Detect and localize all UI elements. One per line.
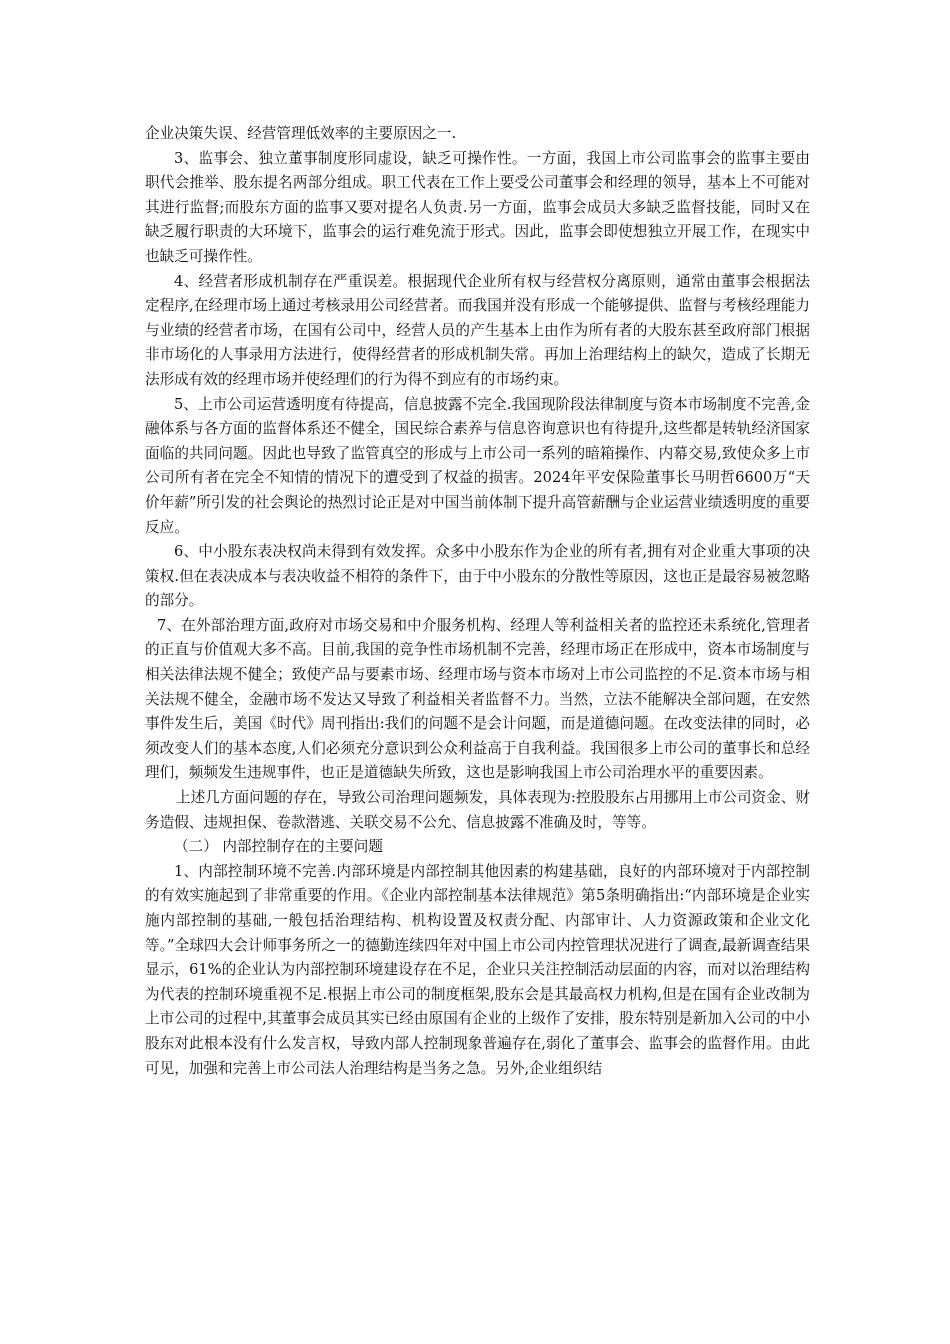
paragraph-summary: 上述几方面问题的存在，导致公司治理问题频发，具体表现为:控股股东占用挪用上市公司资金、财务造假、违规担保、卷款潜逃、关联交易不公允、信息披露不准确及时，等等。 <box>145 789 810 831</box>
paragraph-continuation: 企业决策失误、经营管理低效率的主要原因之一. <box>145 125 457 142</box>
section-heading: （二） 内部控制存在的主要问题 <box>174 838 383 856</box>
paragraph-internal-control-1: 1、内部控制环境不完善.内部环境是内部控制其他因素的构建基础，良好的内部环境对于内部控制的有效实施起到了非常重要的作用。《企业内部控制基本法律规范》第5条明确指出:“内部环境是企业实施内部控制的基础,一般包括治理结构、机构设置及权责分配、内部审计、人力资源政策和企业文化等。”全球四大会计师事务所之一的德勤连续四年对中国上市公司内控管理状况进行了调查,最新调查结果显示，61%的企业认为内部控制环境建设存在不足，企业只关注控制活动层面的内容，而对以治理结构为代表的控制环境重视不足.根据上市公司的制度框架,股东会是其最高权力机构,但是在国有企业改制为上市公司的过程中,其董事会成员其实已经由原国有企业的上级作了安排，股东特别是新加入公司的中小股东对此根本没有什么发言权，导致内部人控制现象普遍存在,弱化了董事会、监事会的监督作用。由此可见，加强和完善上市公司法人治理结构是当务之急。另外,企业组织结 <box>145 862 810 1077</box>
paragraph-item-3: 3、监事会、独立董事制度形同虚设，缺乏可操作性。一方面，我国上市公司监事会的监事主要由职代会推举、股东提名两部分组成。职工代表在工作上要受公司董事会和经理的领导，基本上不可能对其进行监督;而股东方面的监事又要对提名人负责.另一方面，监事会成员大多缺乏监督技能，同时又在缺乏履行职责的大环境下，监事会的运行难免流于形式。因此，监事会即使想独立开展工作，在现实中也缺乏可操作性。 <box>145 149 810 265</box>
paragraph-item-4: 4、经营者形成机制存在严重误差。根据现代企业所有权与经营权分离原则，通常由董事会根据法定程序,在经理市场上通过考核录用公司经营者。而我国并没有形成一个能够提供、监督与考核经理能力与业绩的经营者市场，在国有公司中，经营人员的产生基本上由作为所有者的大股东甚至政府部门根据非市场化的人事录用方法进行，使得经营者的形成机制失常。再加上治理结构上的缺欠，造成了长期无法形成有效的经理市场并使经理们的行为得不到应有的市场约束。 <box>145 272 810 388</box>
paragraph-item-6: 6、中小股东表决权尚未得到有效发挥。众多中小股东作为企业的所有者,拥有对企业重大事项的决策权.但在表决成本与表决收益不相符的条件下，由于中小股东的分散性等原因，这也正是最容易被忽略的部分。 <box>145 543 810 610</box>
paragraph-item-7: 7、在外部治理方面,政府对市场交易和中介服务机构、经理人等利益相关者的监控还未系统化,管理者的正直与价值观大多不高。目前,我国的竞争性市场机制不完善，经理市场正在形成中，资本市场制度与相关法律法规不健全；致使产品与要素市场、经理市场与资本市场对上市公司监控的不足.资本市场与相关法规不健全，金融市场不发达又导致了利益相关者监督不力。当然，立法不能解决全部问题，在安然事件发生后，美国《时代》周刊指出:我们的问题不是会计问题，而是道德问题。在改变法律的同时，必须改变人们的基本态度,人们必须充分意识到公众利益高于自我利益。我国很多上市公司的董事长和总经理们，频频发生违规事件，也正是道德缺失所致，这也是影响我国上市公司治理水平的重要因素。 <box>145 616 810 782</box>
document-body <box>145 122 810 1081</box>
paragraph-item-5: 5、上市公司运营透明度有待提高，信息披露不完全.我国现阶段法律制度与资本市场制度不完善,金融体系与各方面的监督体系还不健全，国民综合素养与信息咨询意识也有待提升,这些都是转轨经济国家面临的共同问题。因此也导致了监管真空的形成与上市公司一系列的暗箱操作、内幕交易,致使众多上市公司所有者在完全不知情的情况下的遭受到了权益的损害。2024年平安保险董事长马明哲6600万“天价年薪”所引发的社会舆论的热烈讨论正是对中国当前体制下提升高管薪酬与企业运营业绩透明度的重要反应。 <box>145 395 810 536</box>
